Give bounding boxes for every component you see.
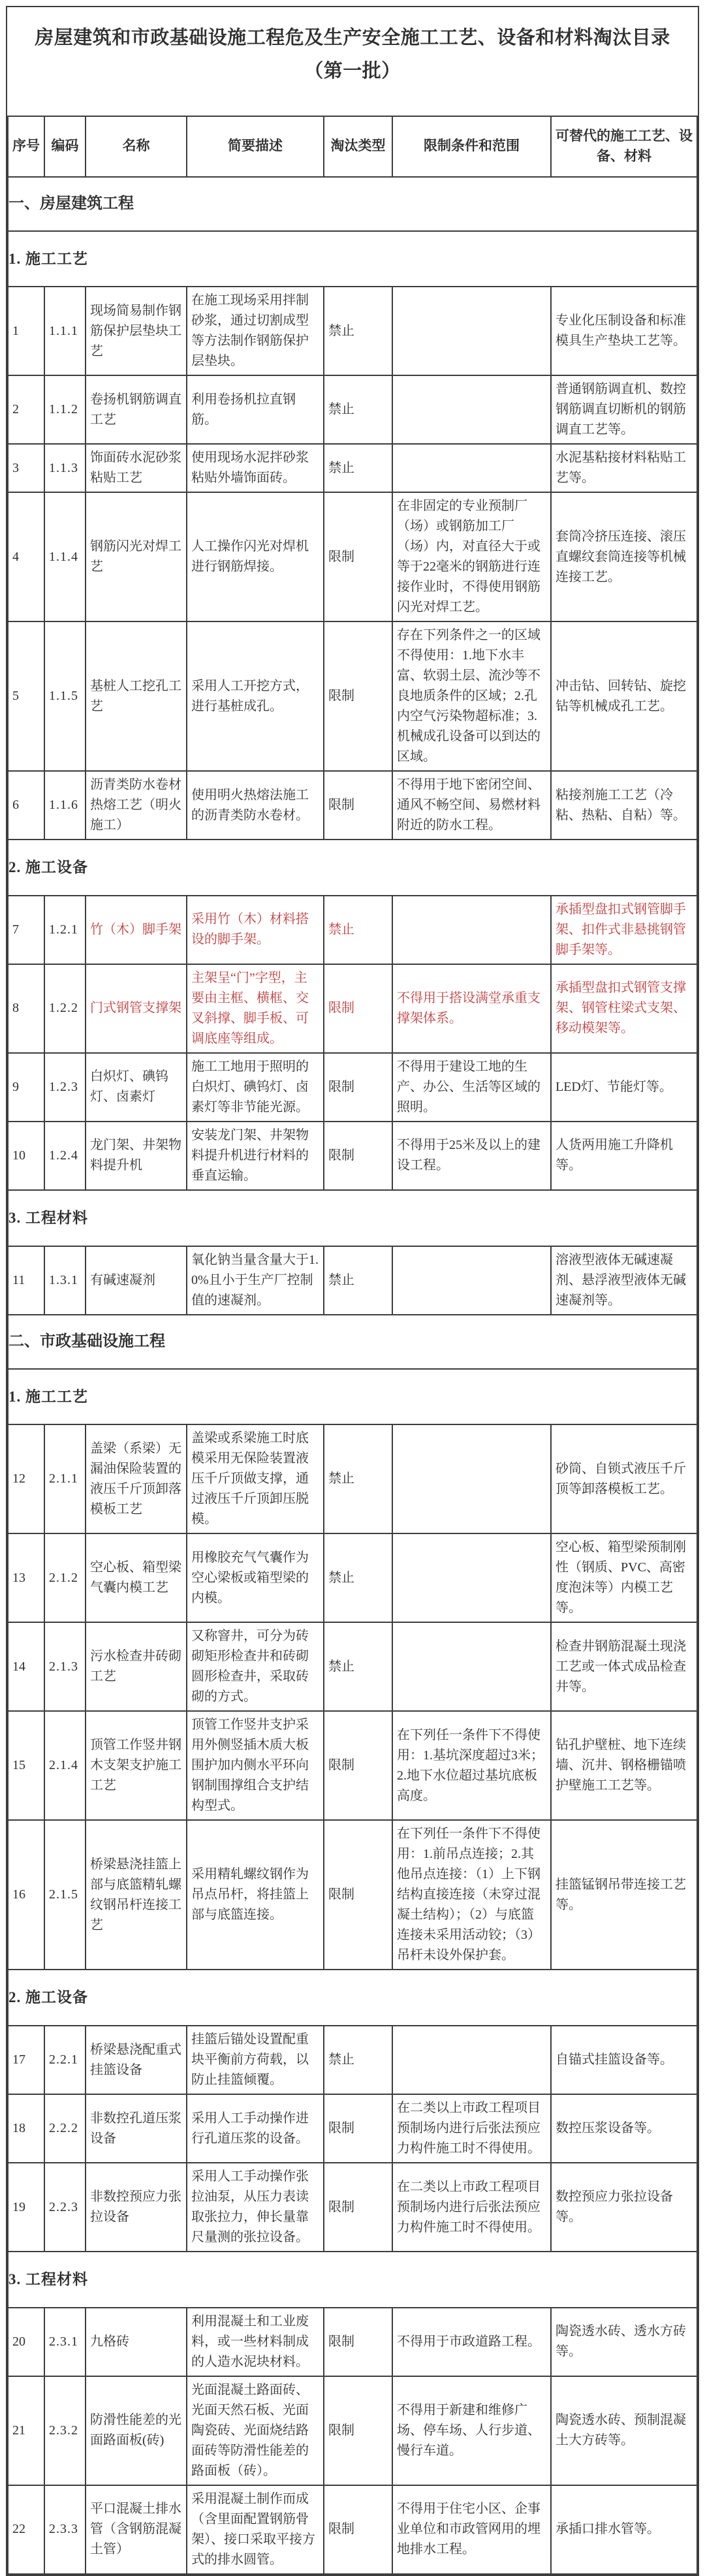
cell-name: 沥青类防水卷材热熔工艺（明火施工） — [86, 771, 187, 840]
table-row — [8, 2026, 697, 2094]
cell-alternative: 陶瓷透水砖、透水方砖等。 — [551, 2308, 697, 2376]
cell-code: 1.1.3 — [44, 444, 86, 492]
cell-code: 1.1.6 — [44, 771, 86, 840]
cell-no: 20 — [8, 2308, 44, 2376]
table-row — [8, 1711, 697, 1820]
cell-alternative: 数控压浆设备等。 — [551, 2094, 697, 2163]
table-row — [8, 2094, 697, 2163]
table-row — [8, 1533, 697, 1622]
cell-type: 限制 — [324, 771, 392, 840]
cell-type: 限制 — [324, 1711, 392, 1820]
cell-code: 1.2.1 — [44, 896, 86, 964]
catalog-table-body — [8, 177, 697, 2574]
cell-desc: 采用人工手动操作张拉油泵，从压力表读取张拉力，伸长量靠尺量测的张拉设备。 — [187, 2163, 324, 2252]
cell-desc: 用橡胶充气气囊作为空心梁板或箱型梁的内模。 — [187, 1533, 324, 1622]
cell-desc: 在施工现场采用拌制砂浆，通过切割成型等方法制作钢筋保护层垫块。 — [187, 287, 324, 375]
cell-restriction: 不得用于住宅小区、企事业单位和市政管网用的埋地排水工程。 — [392, 2485, 551, 2574]
cell-name: 竹（木）脚手架 — [86, 896, 187, 964]
cell-restriction — [392, 444, 551, 492]
cell-type: 限制 — [324, 2485, 392, 2574]
cell-name: 钢筋闪光对焊工艺 — [86, 492, 187, 621]
cell-desc: 利用卷扬机拉直钢筋。 — [187, 375, 324, 444]
table-row — [8, 1246, 697, 1315]
cell-alternative: 承插型盘扣式钢管支撑架、钢管柱梁式支架、移动模架等。 — [551, 964, 697, 1053]
cell-type: 禁止 — [324, 287, 392, 375]
cell-alternative: 挂篮锰钢吊带连接工艺等。 — [551, 1820, 697, 1970]
cell-name: 防滑性能差的光面路面板(砖) — [86, 2376, 187, 2485]
cell-restriction — [392, 1424, 551, 1533]
cell-desc: 施工工地用于照明的白炽灯、碘钨灯、卤素灯等非节能光源。 — [187, 1053, 324, 1122]
section-label: 1. 施工工艺 — [8, 231, 697, 287]
cell-code: 1.1.5 — [44, 621, 86, 771]
cell-name: 饰面砖水泥砂浆粘贴工艺 — [86, 444, 187, 492]
column-header: 名称 — [86, 116, 187, 177]
catalog-table — [7, 116, 698, 2575]
section-row-minor — [8, 2252, 697, 2308]
cell-name: 顶管工作竖井钢木支架支护施工工艺 — [86, 1711, 187, 1820]
cell-code: 1.2.3 — [44, 1053, 86, 1122]
cell-code: 2.3.2 — [44, 2376, 86, 2485]
cell-restriction — [392, 1246, 551, 1315]
cell-code: 1.1.1 — [44, 287, 86, 375]
section-label: 3. 工程材料 — [8, 2252, 697, 2308]
table-row — [8, 621, 697, 771]
cell-no: 21 — [8, 2376, 44, 2485]
cell-restriction: 不得用于新建和维修广场、停车场、人行步道、慢行车道。 — [392, 2376, 551, 2485]
section-row-major — [8, 1315, 697, 1369]
cell-alternative: 水泥基粘接材料粘贴工艺等。 — [551, 444, 697, 492]
cell-desc: 盖梁或系梁施工时底模采用无保险装置液压千斤顶做支撑，通过液压千斤顶卸压脱模。 — [187, 1424, 324, 1533]
cell-no: 14 — [8, 1622, 44, 1711]
cell-type: 禁止 — [324, 1246, 392, 1315]
cell-type: 禁止 — [324, 2026, 392, 2094]
cell-desc: 采用精轧螺纹钢作为吊点吊杆，将挂篮上部与底篮连接。 — [187, 1820, 324, 1970]
table-row — [8, 375, 697, 444]
cell-type: 限制 — [324, 1820, 392, 1970]
cell-restriction — [392, 1622, 551, 1711]
cell-code: 1.2.2 — [44, 964, 86, 1053]
cell-type: 禁止 — [324, 375, 392, 444]
cell-restriction: 在二类以上市政工程项目预制场内进行后张法预应力构件施工时不得使用。 — [392, 2163, 551, 2252]
cell-alternative: 砂筒、自锁式液压千斤顶等卸落模板工艺。 — [551, 1424, 697, 1533]
column-header: 可替代的施工工艺、设备、材料 — [551, 116, 697, 177]
table-row — [8, 2376, 697, 2485]
cell-no: 7 — [8, 896, 44, 964]
cell-alternative: 检查井钢筋混凝土现浇工艺或一体式成品检查井等。 — [551, 1622, 697, 1711]
cell-alternative: 陶瓷透水砖、预制混凝土大方砖等。 — [551, 2376, 697, 2485]
cell-no: 6 — [8, 771, 44, 840]
cell-code: 2.2.1 — [44, 2026, 86, 2094]
cell-no: 15 — [8, 1711, 44, 1820]
document-page — [6, 6, 699, 2576]
cell-code: 2.1.3 — [44, 1622, 86, 1711]
cell-name: 九格砖 — [86, 2308, 187, 2376]
cell-alternative: 溶液型液体无碱速凝剂、悬浮液型液体无碱速凝剂等。 — [551, 1246, 697, 1315]
cell-no: 12 — [8, 1424, 44, 1533]
cell-restriction: 存在下列条件之一的区域不得使用：1.地下水丰富、软弱土层、流沙等不良地质条件的区域；2.孔内空气污染物超标准；3.机械成孔设备可以到达的区域。 — [392, 621, 551, 771]
cell-type: 限制 — [324, 1122, 392, 1190]
cell-no: 5 — [8, 621, 44, 771]
cell-alternative: 粘接剂施工工艺（冷粘、热粘、自粘）等。 — [551, 771, 697, 840]
column-header: 编码 — [44, 116, 86, 177]
cell-name: 平口混凝土排水管（含钢筋混凝土管） — [86, 2485, 187, 2574]
cell-code: 2.3.1 — [44, 2308, 86, 2376]
cell-name: 有碱速凝剂 — [86, 1246, 187, 1315]
cell-restriction: 不得用于市政道路工程。 — [392, 2308, 551, 2376]
column-header: 简要描述 — [187, 116, 324, 177]
header-row — [8, 116, 697, 177]
table-row — [8, 964, 697, 1053]
cell-code: 2.1.5 — [44, 1820, 86, 1970]
cell-desc: 使用现场水泥拌砂浆粘贴外墙饰面砖。 — [187, 444, 324, 492]
cell-name: 非数控预应力张拉设备 — [86, 2163, 187, 2252]
cell-no: 11 — [8, 1246, 44, 1315]
table-row — [8, 2485, 697, 2574]
cell-type: 禁止 — [324, 444, 392, 492]
cell-code: 1.1.2 — [44, 375, 86, 444]
cell-no: 22 — [8, 2485, 44, 2574]
cell-alternative: 空心板、箱型梁预制刚性（钢质、PVC、高密度泡沫等）内模工艺等。 — [551, 1533, 697, 1622]
cell-name: 盖梁（系梁）无漏油保险装置的液压千斤顶卸落模板工艺 — [86, 1424, 187, 1533]
cell-desc: 人工操作闪光对焊机进行钢筋焊接。 — [187, 492, 324, 621]
table-row — [8, 896, 697, 964]
cell-desc: 氧化钠当量含量大于1.0%且小于生产厂控制值的速凝剂。 — [187, 1246, 324, 1315]
cell-type: 限制 — [324, 964, 392, 1053]
cell-type: 禁止 — [324, 1533, 392, 1622]
cell-alternative: 专业化压制设备和标准模具生产垫块工艺等。 — [551, 287, 697, 375]
cell-desc: 光面混凝土路面砖、光面天然石板、光面陶瓷砖、光面烧结路面砖等防滑性能差的路面板（砖）。 — [187, 2376, 324, 2485]
section-row-minor — [8, 1190, 697, 1246]
cell-restriction: 不得用于建设工地的生产、办公、生活等区域的照明。 — [392, 1053, 551, 1122]
cell-name: 基桩人工挖孔工艺 — [86, 621, 187, 771]
cell-no: 2 — [8, 375, 44, 444]
table-row — [8, 492, 697, 621]
table-row — [8, 1622, 697, 1711]
cell-no: 13 — [8, 1533, 44, 1622]
cell-restriction: 不得用于25米及以上的建设工程。 — [392, 1122, 551, 1190]
cell-name: 现场简易制作钢筋保护层垫块工艺 — [86, 287, 187, 375]
cell-alternative: 数控预应力张拉设备等。 — [551, 2163, 697, 2252]
section-label: 二、市政基础设施工程 — [8, 1315, 697, 1369]
cell-alternative: 套筒冷挤压连接、滚压直螺纹套筒连接等机械连接工艺。 — [551, 492, 697, 621]
cell-type: 限制 — [324, 2376, 392, 2485]
cell-alternative: 自锚式挂篮设备等。 — [551, 2026, 697, 2094]
cell-code: 2.2.2 — [44, 2094, 86, 2163]
cell-name: 污水检查井砖砌工艺 — [86, 1622, 187, 1711]
cell-code: 1.3.1 — [44, 1246, 86, 1315]
table-row — [8, 1122, 697, 1190]
cell-restriction: 在二类以上市政工程项目预制场内进行后张法预应力构件施工时不得使用。 — [392, 2094, 551, 2163]
table-row — [8, 1053, 697, 1122]
cell-desc: 使用明火热熔法施工的沥青类防水卷材。 — [187, 771, 324, 840]
table-row — [8, 2308, 697, 2376]
cell-restriction: 在下列任一条件下不得使用：1.前吊点连接；2.其他吊点连接：（1）上下钢结构直接连接（未穿过混凝土结构）；（2）与底篮连接未采用活动铰；（3）吊杆未设外保护套。 — [392, 1820, 551, 1970]
column-header: 限制条件和范围 — [392, 116, 551, 177]
table-row — [8, 1424, 697, 1533]
section-row-minor — [8, 231, 697, 287]
cell-desc: 又称窨井，可分为砖砌矩形检查井和砖砌圆形检查井，采取砖砌的方式。 — [187, 1622, 324, 1711]
cell-desc: 采用人工开挖方式，进行基桩成孔。 — [187, 621, 324, 771]
cell-restriction — [392, 896, 551, 964]
cell-name: 卷扬机钢筋调直工艺 — [86, 375, 187, 444]
cell-restriction — [392, 2026, 551, 2094]
cell-restriction — [392, 287, 551, 375]
cell-no: 18 — [8, 2094, 44, 2163]
cell-desc: 采用混凝土制作而成（含里面配置钢筋骨架）、接口采取平接方式的排水圆管。 — [187, 2485, 324, 2574]
cell-restriction — [392, 375, 551, 444]
cell-no: 9 — [8, 1053, 44, 1122]
table-row — [8, 2163, 697, 2252]
cell-no: 4 — [8, 492, 44, 621]
cell-code: 1.2.4 — [44, 1122, 86, 1190]
cell-restriction: 在非固定的专业预制厂（场）或钢筋加工厂（场）内，对直径大于或等于22毫米的钢筋进行连接作业时，不得使用钢筋闪光对焊工艺。 — [392, 492, 551, 621]
cell-code: 1.1.4 — [44, 492, 86, 621]
cell-code: 2.3.3 — [44, 2485, 86, 2574]
cell-no: 1 — [8, 287, 44, 375]
cell-desc: 利用混凝土和工业废料，或一些材料制成的人造水泥块材料。 — [187, 2308, 324, 2376]
section-label: 3. 工程材料 — [8, 1190, 697, 1246]
section-row-major — [8, 177, 697, 231]
cell-name: 桥梁悬浇配重式挂篮设备 — [86, 2026, 187, 2094]
cell-alternative: LED灯、节能灯等。 — [551, 1053, 697, 1122]
cell-restriction — [392, 1533, 551, 1622]
cell-name: 白炽灯、碘钨灯、卤素灯 — [86, 1053, 187, 1122]
section-label: 2. 施工设备 — [8, 1970, 697, 2026]
cell-type: 禁止 — [324, 1424, 392, 1533]
cell-restriction: 不得用于地下密闭空间、通风不畅空间、易燃材料附近的防水工程。 — [392, 771, 551, 840]
cell-type: 限制 — [324, 2094, 392, 2163]
section-row-minor — [8, 1970, 697, 2026]
cell-type: 限制 — [324, 1053, 392, 1122]
cell-name: 空心板、箱型梁气囊内模工艺 — [86, 1533, 187, 1622]
section-row-minor — [8, 1369, 697, 1425]
cell-restriction: 在下列任一条件下不得使用：1.基坑深度超过3米；2.地下水位超过基坑底板高度。 — [392, 1711, 551, 1820]
cell-type: 限制 — [324, 621, 392, 771]
cell-desc: 顶管工作竖井支护采用外侧竖插木质大板围护加内侧水平环向钢制围撑组合支护结构型式。 — [187, 1711, 324, 1820]
cell-code: 2.1.1 — [44, 1424, 86, 1533]
cell-code: 2.1.4 — [44, 1711, 86, 1820]
cell-type: 禁止 — [324, 1622, 392, 1711]
cell-no: 8 — [8, 964, 44, 1053]
table-row — [8, 771, 697, 840]
section-label: 一、房屋建筑工程 — [8, 177, 697, 231]
cell-alternative: 钻孔护壁桩、地下连续墙、沉井、钢格栅锚喷护壁施工工艺等。 — [551, 1711, 697, 1820]
cell-code: 2.1.2 — [44, 1533, 86, 1622]
table-row — [8, 287, 697, 375]
cell-type: 限制 — [324, 2163, 392, 2252]
cell-restriction: 不得用于搭设满堂承重支撑架体系。 — [392, 964, 551, 1053]
cell-no: 16 — [8, 1820, 44, 1970]
cell-alternative: 承插口排水管等。 — [551, 2485, 697, 2574]
cell-desc: 采用人工手动操作进行孔道压浆的设备。 — [187, 2094, 324, 2163]
cell-desc: 采用竹（木）材料搭设的脚手架。 — [187, 896, 324, 964]
table-row — [8, 444, 697, 492]
cell-type: 限制 — [324, 2308, 392, 2376]
cell-name: 非数控孔道压浆设备 — [86, 2094, 187, 2163]
cell-alternative: 冲击钻、回转钻、旋挖钻等机械成孔工艺。 — [551, 621, 697, 771]
cell-alternative: 承插型盘扣式钢管脚手架、扣件式非悬挑钢管脚手架等。 — [551, 896, 697, 964]
cell-name: 龙门架、井架物料提升机 — [86, 1122, 187, 1190]
cell-alternative: 人货两用施工升降机等。 — [551, 1122, 697, 1190]
cell-no: 10 — [8, 1122, 44, 1190]
column-header: 序号 — [8, 116, 44, 177]
cell-no: 3 — [8, 444, 44, 492]
section-label: 1. 施工工艺 — [8, 1369, 697, 1425]
cell-type: 禁止 — [324, 896, 392, 964]
section-row-minor — [8, 840, 697, 896]
cell-alternative: 普通钢筋调直机、数控钢筋调直切断机的钢筋调直工艺等。 — [551, 375, 697, 444]
cell-type: 限制 — [324, 492, 392, 621]
cell-name: 桥梁悬浇挂篮上部与底篮精轧螺纹钢吊杆连接工艺 — [86, 1820, 187, 1970]
section-label: 2. 施工设备 — [8, 840, 697, 896]
cell-desc: 安装龙门架、井架物料提升机进行材料的垂直运输。 — [187, 1122, 324, 1190]
document-title: 房屋建筑和市政基础设施工程危及生产安全施工工艺、设备和材料淘汰目录（第一批） — [35, 27, 670, 82]
cell-code: 2.2.3 — [44, 2163, 86, 2252]
column-header: 淘汰类型 — [324, 116, 392, 177]
cell-desc: 主架呈“门”字型，主要由主框、横框、交叉斜撑、脚手板、可调底座等组成。 — [187, 964, 324, 1053]
cell-no: 17 — [8, 2026, 44, 2094]
cell-name: 门式钢管支撑架 — [86, 964, 187, 1053]
cell-no: 19 — [8, 2163, 44, 2252]
cell-desc: 挂篮后锚处设置配重块平衡前方荷载，以防止挂篮倾覆。 — [187, 2026, 324, 2094]
table-row — [8, 1820, 697, 1970]
